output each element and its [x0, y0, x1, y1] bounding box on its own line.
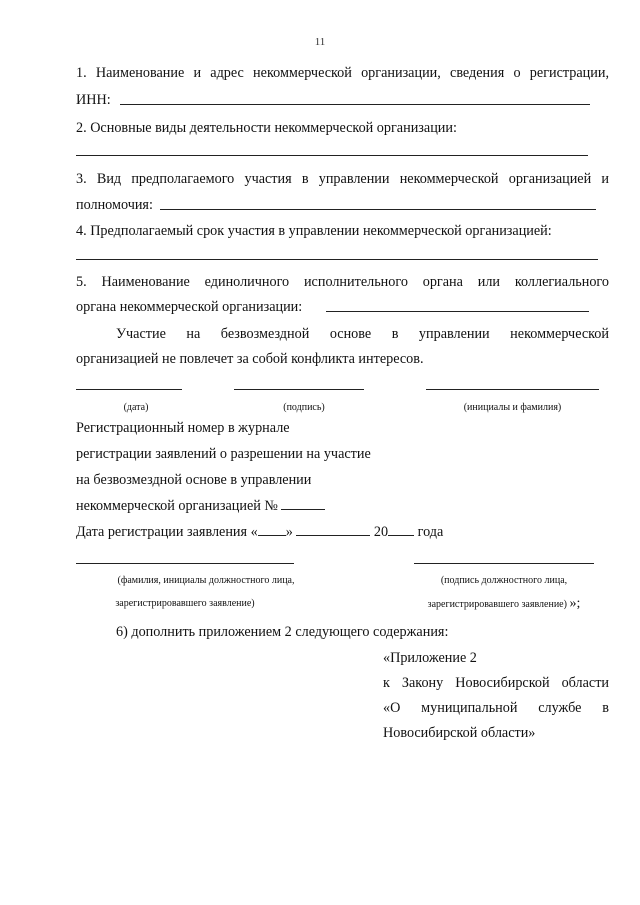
inn-fill-line — [120, 104, 590, 105]
name-caption: (инициалы и фамилия) — [463, 402, 562, 413]
item-3-line-2: полномочия: — [76, 197, 153, 213]
registration-line-4 — [76, 497, 325, 515]
official-signature-fill-line — [414, 563, 594, 564]
registration-number-fill — [281, 497, 325, 510]
item-5-line-2: органа некоммерческой организации: — [76, 299, 303, 315]
closing-quote: »; — [569, 596, 581, 611]
amendment-text: 6) дополнить приложением 2 следующего содержания: — [116, 624, 449, 640]
item-2: 2. Основные виды деятельности некоммерческой организации: — [76, 120, 457, 136]
registration-number-label: некоммерческой организацией № — [76, 498, 278, 514]
official-name-caption-1: (фамилия, инициалы должностного лица, — [117, 575, 295, 586]
registration-date-line — [76, 523, 443, 541]
registration-day-fill — [258, 523, 286, 536]
official-name-fill-line — [76, 563, 294, 564]
item-1-line-1: 1. Наименование и адрес некоммерческой организации, сведения о регистрации, — [76, 65, 609, 81]
official-name-caption-2: зарегистрировавшего заявление) — [115, 598, 255, 609]
registration-line-1: Регистрационный номер в журнале — [76, 420, 290, 436]
item-4: 4. Предполагаемый срок участия в управлении некоммерческой организацией: — [76, 223, 552, 239]
statement-line-2: организацией не повлечет за собой конфликта интересов. — [76, 351, 424, 367]
appendix-line-4: Новосибирской области» — [383, 725, 536, 741]
item-5-line-1: 5. Наименование единоличного исполнительного органа или коллегиального — [76, 274, 609, 290]
item-5-fill-line — [326, 311, 589, 312]
registration-line-2: регистрации заявлений о разрешении на участие — [76, 446, 371, 462]
registration-year-fill — [388, 523, 414, 536]
registration-month-fill — [296, 523, 370, 536]
name-fill-line — [426, 389, 599, 390]
official-signature-caption-2-text: зарегистрировавшего заявление) — [427, 599, 567, 610]
page-number: 11 — [314, 36, 326, 48]
official-signature-caption-2 — [414, 598, 594, 611]
appendix-line-2: к Закону Новосибирской области — [383, 675, 609, 691]
registration-date-suffix: года — [417, 524, 444, 540]
appendix-line-1: «Приложение 2 — [383, 650, 477, 666]
item-3-fill-line — [160, 209, 596, 210]
statement-line-1: Участие на безвозмездной основе в управлении некоммерческой — [116, 326, 609, 342]
item-1-line-2: ИНН: — [76, 92, 111, 108]
official-signature-caption-1: (подпись должностного лица, — [440, 575, 568, 586]
signature-fill-line — [234, 389, 364, 390]
registration-year-prefix: 20 — [373, 524, 389, 540]
signature-caption: (подпись) — [283, 402, 325, 413]
date-fill-line — [76, 389, 182, 390]
appendix-line-3: «О муниципальной службе в — [383, 700, 609, 716]
item-3-line-1: 3. Вид предполагаемого участия в управлении некоммерческой организацией и — [76, 171, 609, 187]
registration-date-mid: » — [285, 524, 293, 540]
date-caption: (дата) — [123, 402, 149, 413]
item-4-fill-line — [76, 259, 598, 260]
registration-date-prefix: Дата регистрации заявления « — [76, 524, 258, 540]
item-2-fill-line — [76, 155, 588, 156]
registration-line-3: на безвозмездной основе в управлении — [76, 472, 312, 488]
